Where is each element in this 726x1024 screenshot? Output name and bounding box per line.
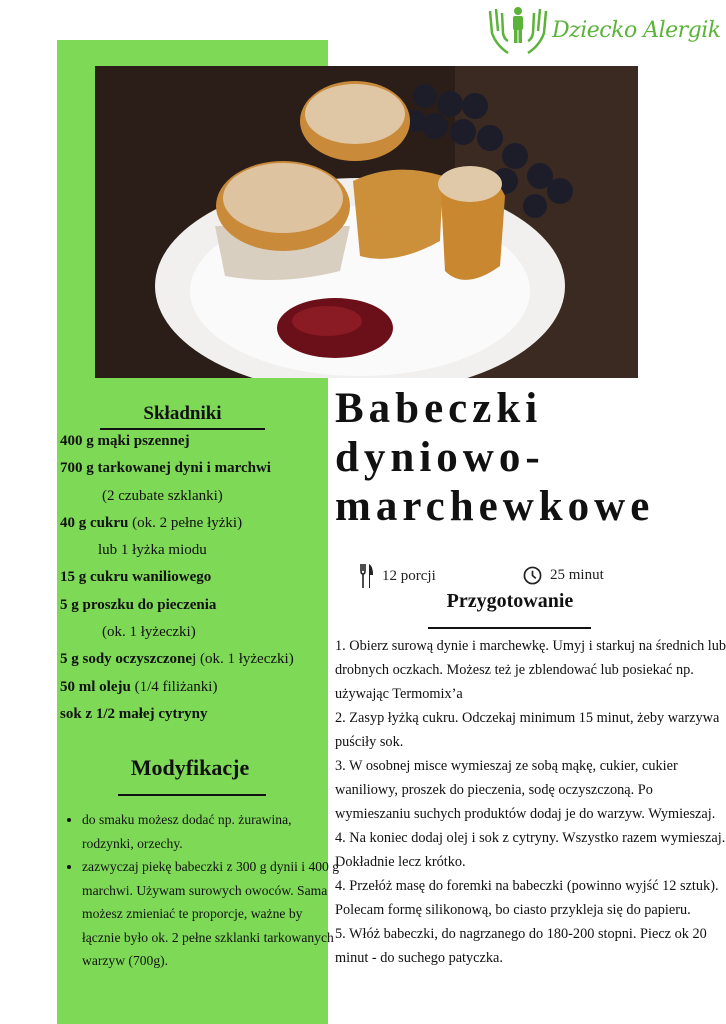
ingredients-list xyxy=(60,428,330,728)
preparation-steps xyxy=(335,634,726,970)
modification-item: • zazwyczaj piekę babeczki z 300 g dynii i 400 g marchwi. Używam surowych owoców. Sama możesz zmieniać te proporcje, ważne by łącznie było ok. 2 pełne szklanki tarkowanych warzyw (700g). xyxy=(82,855,340,973)
time-text: 25 minut xyxy=(550,567,604,583)
ingredient-item: 5 g proszku do pieczenia xyxy=(60,596,217,613)
step: 4. Przełóż masę do foremki na babeczki (powinno wyjść 12 sztuk). Polecam formę silikonową, bo ciasto przykleja się do papieru. xyxy=(335,878,719,918)
preparation-heading: Przygotowanie xyxy=(446,590,574,612)
ingredient-note: (2 czubate szklanki) xyxy=(102,487,223,504)
ingredient-item: 700 g tarkowanej dyni i marchwi xyxy=(60,460,271,477)
brand-logo xyxy=(486,2,721,58)
modifications-heading: Modyfikacje xyxy=(130,755,250,780)
step: 4. Na koniec dodaj olej i sok z cytryny. Wszystko razem wymieszaj. Dokładnie lecz krótko. xyxy=(335,830,726,870)
ingredient-note: (ok. 1 łyżeczki) xyxy=(102,624,196,641)
ingredient-item: 40 g cukru (ok. 2 pełne łyżki) xyxy=(60,514,243,531)
ingredient-item: 50 ml oleju (1/4 filiżanki) xyxy=(60,678,218,695)
fork-knife-icon xyxy=(360,563,374,589)
ingredient-item: 400 g mąki pszennej xyxy=(60,433,190,449)
ingredient-item: sok z 1/2 małej cytryny xyxy=(60,705,208,722)
step: 5. Włóż babeczki, do nagrzanego do 180-200 stopni. Piecz ok 20 minut - do suchego patyczka. xyxy=(335,926,707,966)
servings-text: 12 porcji xyxy=(382,567,436,584)
prep-time xyxy=(523,566,604,585)
title-line: marchewkowe xyxy=(335,483,655,530)
clock-icon xyxy=(523,566,542,585)
ingredient-item: 15 g cukru waniliowego xyxy=(60,569,212,586)
muffins-photo xyxy=(95,66,638,378)
hands-child-logo-icon xyxy=(486,3,550,57)
modifications-list xyxy=(62,808,340,973)
title-line: dyniowo- xyxy=(335,434,545,481)
step: 3. W osobnej misce wymieszaj ze sobą mąkę, cukier, cukier waniliowy, proszek do pieczenia, sodę oczyszczoną. Po wymieszaniu suchych produktów dodaj je do warzyw. Wymieszaj. xyxy=(335,758,716,822)
step: 1. Obierz surową dynie i marchewkę. Umyj i starkuj na średnich lub drobnych oczkach. Możesz też je zblendować lub posiekać np. używając Termomix’a xyxy=(335,638,726,702)
modification-item: • do smaku możesz dodać np. żurawina, rodzynki, orzechy. xyxy=(82,808,340,855)
modifications-heading-underline xyxy=(118,794,266,796)
recipe-title xyxy=(335,384,654,531)
servings xyxy=(360,563,436,589)
ingredient-note: lub 1 łyżka miodu xyxy=(98,542,207,559)
step: 2. Zasyp łyżką cukru. Odczekaj minimum 15 minut, żeby warzywa puściły sok. xyxy=(335,710,720,750)
ingredients-heading: Składniki xyxy=(143,403,222,424)
ingredient-item: 5 g sody oczyszczonej (ok. 1 łyżeczki) xyxy=(60,651,294,668)
preparation-heading-underline xyxy=(428,627,591,629)
brand-name: Dziecko Alergik xyxy=(552,17,721,43)
title-line: Babeczki xyxy=(335,385,543,432)
